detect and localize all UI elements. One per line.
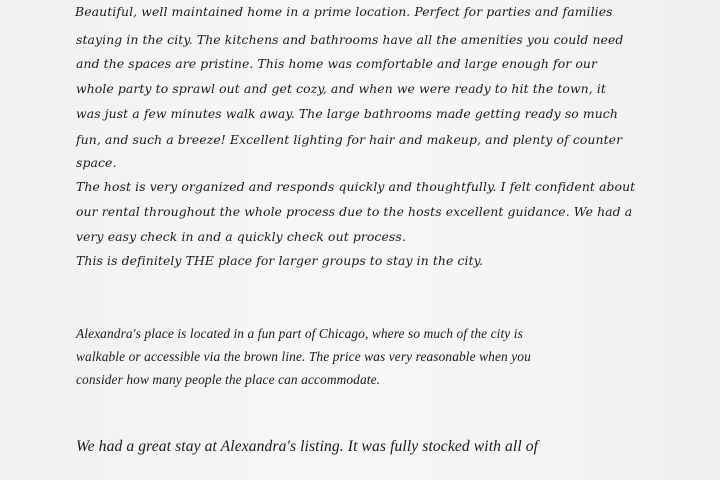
text-line: Beautiful, well maintained home in a prime location. Perfect for parties and families (75, 4, 613, 19)
text-line: Alexandra's place is located in a fun part of Chicago, where so much of the city is (76, 326, 523, 341)
text-line: was just a few minutes walk away. The large bathrooms made getting ready so much (76, 106, 618, 121)
text-line: very easy check in and a quickly check out process. (76, 229, 406, 244)
text-line: fun, and such a breeze! Excellent lighting for hair and makeup, and plenty of counter (76, 132, 623, 147)
text-line: staying in the city. The kitchens and bathrooms have all the amenities you could need (76, 32, 624, 47)
text-line: consider how many people the place can accommodate. (76, 372, 381, 387)
text-line: We had a great stay at Alexandra's listing. It was fully stocked with all of (76, 438, 539, 455)
text-line: This is definitely THE place for larger groups to stay in the city. (76, 253, 484, 268)
text-line: walkable or accessible via the brown line. The price was very reasonable when you (76, 349, 531, 364)
text-line: our rental throughout the whole process due to the hosts excellent guidance. We had a (76, 204, 633, 219)
text-line: space. (76, 155, 117, 170)
text-line: The host is very organized and responds quickly and thoughtfully. I felt confident about (76, 179, 636, 194)
text-line: whole party to sprawl out and get cozy, and when we were ready to hit the town, it (76, 81, 606, 96)
text-line: and the spaces are pristine. This home was comfortable and large enough for our (76, 56, 597, 71)
